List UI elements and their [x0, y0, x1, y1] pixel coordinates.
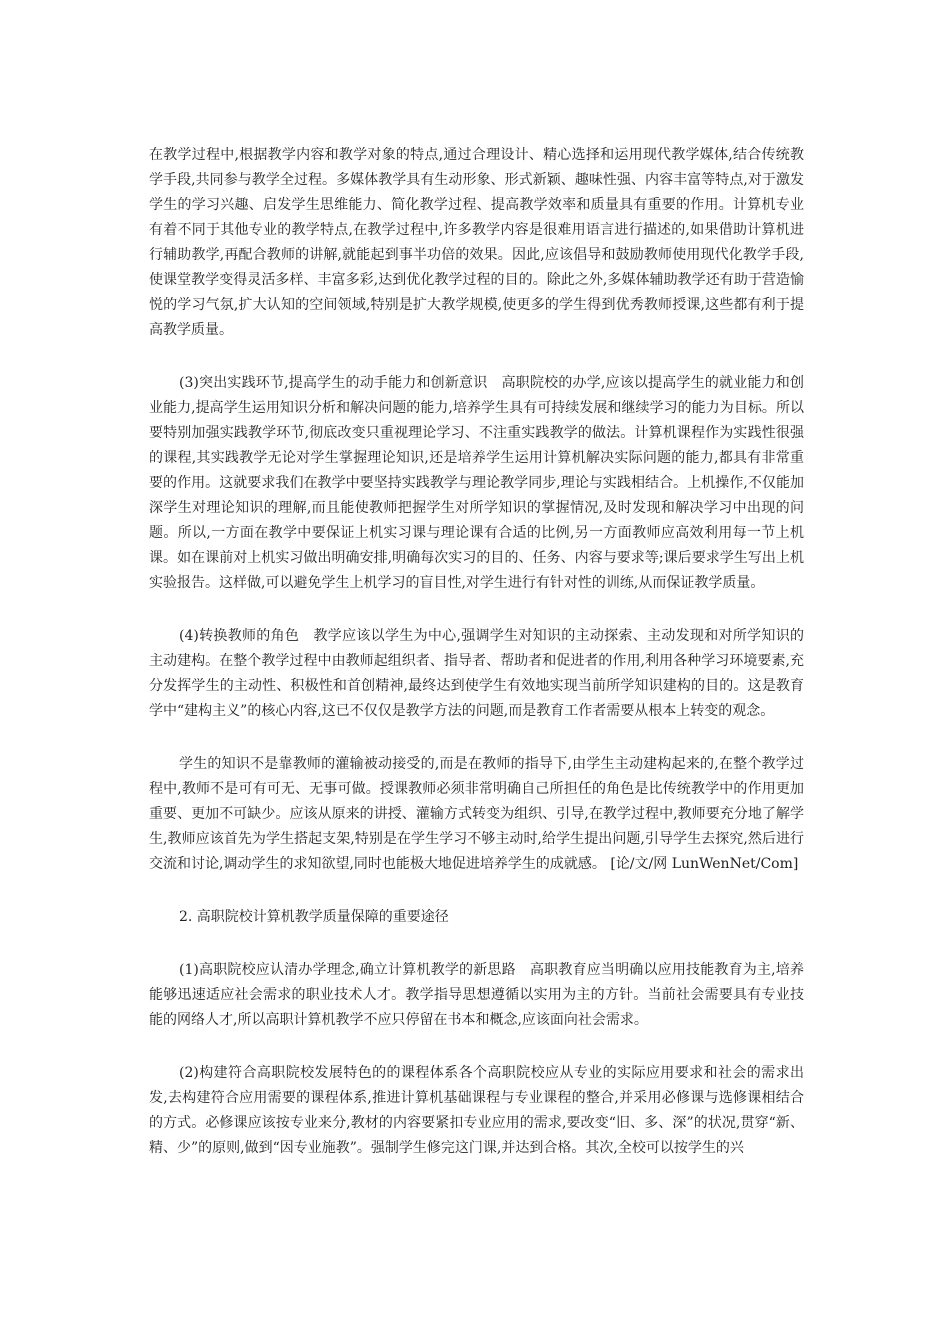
- paragraph-curriculum-system: (2)构建符合高职院校发展特色的的课程体系各个高职院校应从专业的实际应用要求和社会的需求出发,去构建符合应用需要的课程体系,推进计算机基础课程与专业课程的整合,并采用必修课与选修课相结合的方式。必修课应该按专业来分,教材的内容要紧扣专业应用的需求,要改变“旧、多、深”的状况,贯穿“新、精、少”的原则,做到“因专业施教”。强制学生修完这门课,并达到合格。其次,全校可以按学生的兴: [149, 1065, 804, 1156]
- paragraph-multimedia-teaching: 在教学过程中,根据教学内容和教学对象的特点,通过合理设计、精心选择和运用现代教学媒体,结合传统教学手段,共同参与教学全过程。多媒体教学具有生动形象、形式新颖、趣味性强、内容丰富等特点,对于激发学生的学习兴趣、启发学生思维能力、简化教学过程、提高教学效率和质量具有重要的作用。计算机专业有着不同于其他专业的教学特点,在教学过程中,许多教学内容是很难用语言进行描述的,如果借助计算机进行辅助教学,再配合教师的讲解,就能起到事半功倍的效果。因此,应该倡导和鼓励教师使用现代化教学手段,使课堂教学变得灵活多样、丰富多彩,达到优化教学过程的目的。除此之外,多媒体辅助教学还有助于营造愉悦的学习气氛,扩大认知的空间领域,特别是扩大教学规模,使更多的学生得到优秀教师授课,这些都有利于提高教学质量。: [149, 147, 804, 338]
- paragraph-teaching-philosophy: (1)高职院校应认清办学理念,确立计算机教学的新思路 高职教育应当明确以应用技能教育为主,培养能够迅速适应社会需求的职业技术人才。教学指导思想遵循以实用为主的方针。当前社会需要具有专业技能的网络人才,所以高职计算机教学不应只停留在书本和概念,应该面向社会需求。: [149, 962, 804, 1028]
- paragraph-student-knowledge: 学生的知识不是靠教师的灌输被动接受的,而是在教师的指导下,由学生主动建构起来的,在整个教学过程中,教师不是可有可无、无事可做。授课教师必须非常明确自己所担任的角色是比传统教学中的作用更加重要、更加不可缺少。应该从原来的讲授、灌输方式转变为组织、引导,在教学过程中,教师要充分地了解学生,教师应该首先为学生搭起支架,特别是在学生学习不够主动时,给学生提出问题,引导学生去探究,然后进行交流和讨论,调动学生的求知欲望,同时也能极大地促进培养学生的成就感。 [论/文/网 LunWenNet/Com]: [149, 756, 804, 872]
- document-body: [149, 143, 804, 1189]
- section-heading-quality-assurance: 2. 高职院校计算机教学质量保障的重要途径: [179, 909, 449, 925]
- paragraph-practice-section: (3)突出实践环节,提高学生的动手能力和创新意识 高职院校的办学,应该以提高学生的就业能力和创业能力,提高学生运用知识分析和解决问题的能力,培养学生具有可持续发展和继续学习的能力为目标。所以要特别加强实践教学环节,彻底改变只重视理论学习、不注重实践教学的做法。计算机课程作为实践性很强的课程,其实践教学无论对学生掌握理论知识,还是培养学生运用计算机解决实际问题的能力,都具有非常重要的作用。这就要求我们在教学中要坚持实践教学与理论教学同步,理论与实践相结合。上机操作,不仅能加深学生对理论知识的理解,而且能使教师把握学生对所学知识的掌握情况,及时发现和解决学习中出现的问题。所以,一方面在教学中要保证上机实习课与理论课有合适的比例,另一方面教师应高效利用每一节上机课。如在课前对上机实习做出明确安排,明确每次实习的目的、任务、内容与要求等;课后要求学生写出上机实验报告。这样做,可以避免学生上机学习的盲目性,对学生进行有针对性的训练,从而保证教学质量。: [149, 375, 804, 591]
- paragraph-teacher-role: (4)转换教师的角色 教学应该以学生为中心,强调学生对知识的主动探索、主动发现和对所学知识的主动建构。在整个教学过程中由教师起组织者、指导者、帮助者和促进者的作用,利用各种学习环境要素,充分发挥学生的主动性、积极性和首创精神,最终达到使学生有效地实现当前所学知识建构的目的。这是教育学中“建构主义”的核心内容,这已不仅仅是教学方法的问题,而是教育工作者需要从根本上转变的观念。: [149, 628, 804, 719]
